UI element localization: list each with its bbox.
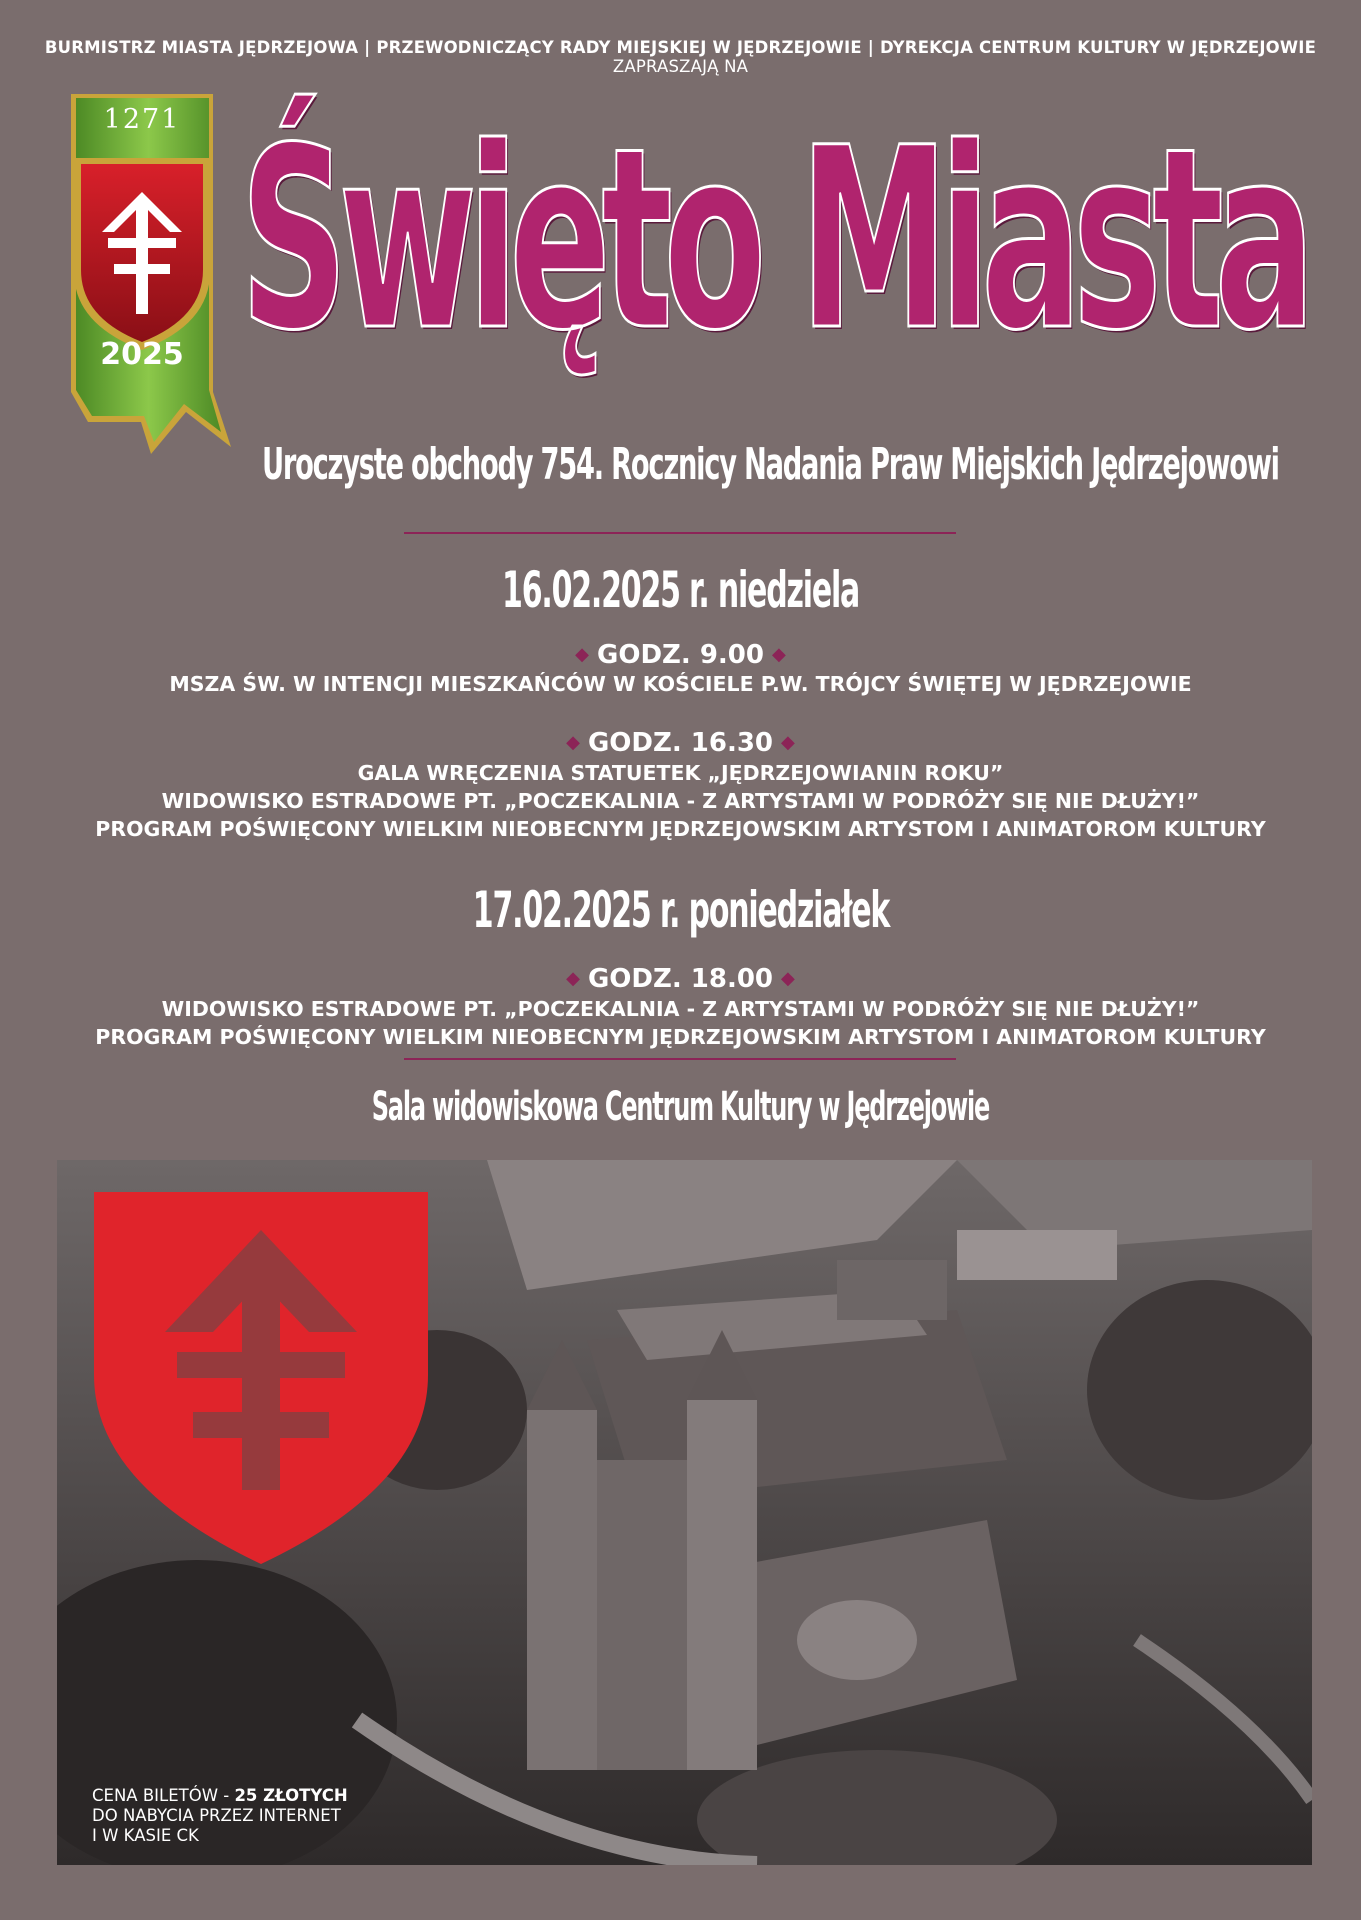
ticket-label: CENA BILETÓW -	[92, 1786, 235, 1805]
day-1-date-text: 16.02.2025 r. niedziela	[501, 561, 860, 619]
event-3-time-text: GODZ. 18.00	[587, 964, 774, 994]
ticket-line-2: DO NABYCIA PRZEZ INTERNET	[92, 1806, 341, 1825]
day-1-date	[0, 562, 1361, 618]
ticket-price-line	[92, 1786, 348, 1806]
day-2-date	[0, 882, 1361, 938]
badge-year-bottom: 2025	[100, 337, 184, 372]
aerial-photo	[57, 1160, 1312, 1865]
event-1-time-text: GODZ. 9.00	[597, 640, 764, 670]
anniversary-badge	[66, 92, 236, 457]
badge-ribbon-icon	[66, 92, 236, 457]
event-1-desc	[0, 670, 1361, 698]
ticket-price: 25 ZŁOTYCH	[234, 1786, 348, 1805]
diamond-bullet-icon: ◆	[781, 968, 795, 989]
event-3-line-1: WIDOWISKO ESTRADOWE PT. „POCZEKALNIA - Z ARTYSTAMI W PODRÓŻY SIĘ NIE DŁUŻY!”	[161, 997, 1200, 1021]
event-1-line-1: MSZA ŚW. W INTENCJI MIESZKAŃCÓW W KOŚCIELE P.W. TRÓJCY ŚWIĘTEJ W JĘDRZEJOWIE	[169, 672, 1192, 696]
event-2-line-2: WIDOWISKO ESTRADOWE PT. „POCZEKALNIA - Z ARTYSTAMI W PODRÓŻY SIĘ NIE DŁUŻY!”	[161, 789, 1200, 813]
day-2-date-text: 17.02.2025 r. poniedziałek	[472, 881, 889, 939]
organizers-header	[0, 38, 1361, 76]
ticket-line-3: I W KASIE CK	[92, 1826, 199, 1845]
diamond-bullet-icon: ◆	[575, 644, 590, 665]
event-2-line-1: GALA WRĘCZENIA STATUETEK „JĘDRZEJOWIANIN ROKU”	[357, 761, 1004, 785]
venue-text: Sala widowiskowa Centrum Kultury w Jędrzejowie	[371, 1084, 990, 1130]
venue	[0, 1082, 1361, 1132]
invite-line: ZAPRASZAJĄ NA	[612, 57, 749, 76]
event-3-desc	[0, 995, 1361, 1051]
event-title: Święto Miasta	[240, 94, 1307, 385]
organizers-line: BURMISTRZ MIASTA JĘDRZEJOWA | PRZEWODNICZĄCY RADY MIEJSKIEJ W JĘDRZEJOWIE | DYREKCJA CENTRUM KULTURY W JĘDRZEJOWIE	[44, 38, 1317, 57]
event-1-time	[0, 640, 1361, 670]
divider-top	[404, 532, 956, 534]
diamond-bullet-icon: ◆	[566, 732, 580, 753]
event-2-desc	[0, 759, 1361, 843]
event-3-time	[0, 964, 1361, 994]
event-3-line-2: PROGRAM POŚWIĘCONY WIELKIM NIEOBECNYM JĘDRZEJOWSKIM ARTYSTOM I ANIMATOROM KULTURY	[95, 1025, 1266, 1049]
divider-bottom	[404, 1058, 956, 1060]
event-subtitle: Uroczyste obchody 754. Rocznicy Nadania Praw Miejskich Jędrzejowowi	[262, 439, 1279, 490]
monastery-aerial-image	[57, 1160, 1312, 1865]
ticket-info	[92, 1786, 348, 1846]
event-2-time	[0, 728, 1361, 758]
diamond-bullet-icon: ◆	[781, 732, 795, 753]
badge-year-top: 1271	[103, 104, 181, 135]
diamond-bullet-icon: ◆	[771, 644, 786, 665]
event-2-time-text: GODZ. 16.30	[587, 728, 774, 758]
event-2-line-3: PROGRAM POŚWIĘCONY WIELKIM NIEOBECNYM JĘDRZEJOWSKIM ARTYSTOM I ANIMATOROM KULTURY	[95, 817, 1266, 841]
diamond-bullet-icon: ◆	[566, 968, 580, 989]
